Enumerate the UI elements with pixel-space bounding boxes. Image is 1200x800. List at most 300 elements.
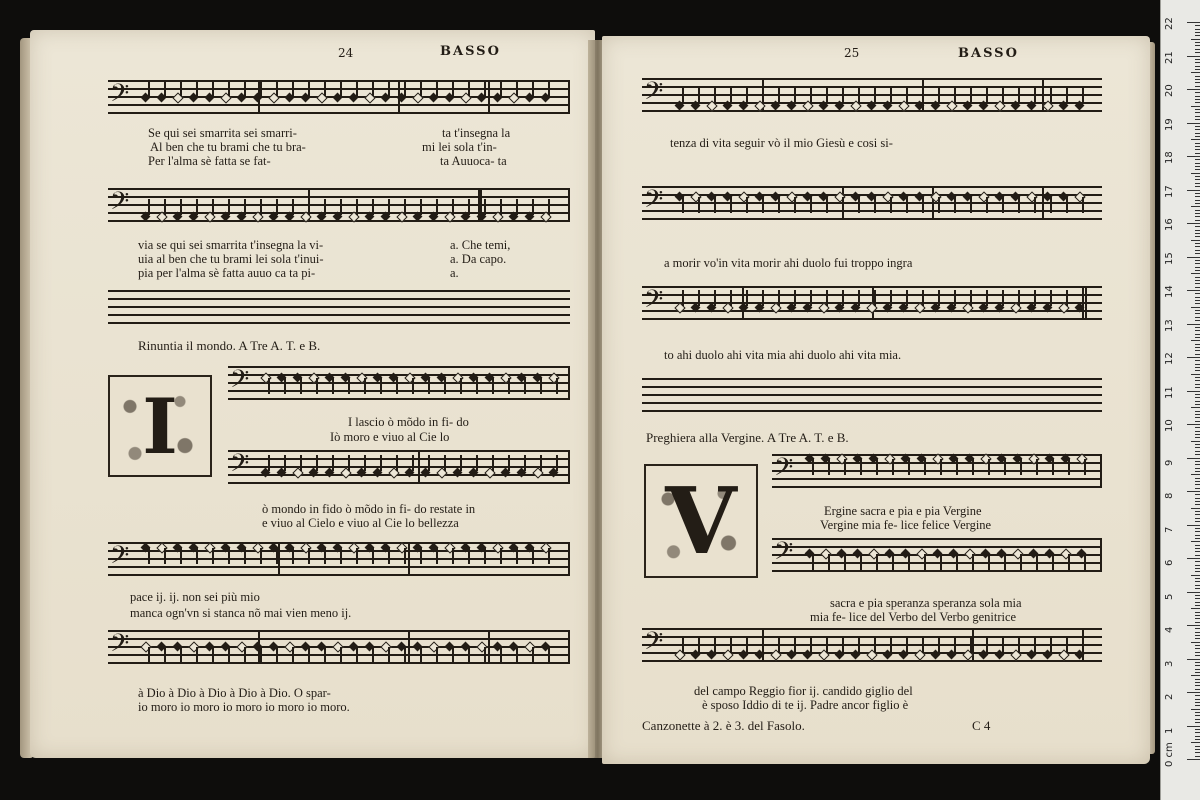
lyrics-line: tenza di vita seguir vò il mio Giesù e cosi si- <box>670 136 893 150</box>
lyrics-line: è sposo Iddio di te ij. Padre ancor figlio è <box>702 698 909 712</box>
ruler-tick <box>1191 742 1200 743</box>
ruler-label: 1 <box>1164 727 1175 734</box>
ruler-tick <box>1187 56 1200 57</box>
note-stem <box>1002 88 1004 104</box>
lyrics-line: Se qui sei smarrita sei smarri- <box>148 126 297 140</box>
ruler-tick <box>1195 213 1200 214</box>
ruler-tick <box>1187 190 1200 191</box>
note-stem <box>436 199 438 215</box>
note-stem <box>460 455 462 471</box>
note-stem <box>332 455 334 471</box>
page-number: 25 <box>844 46 860 60</box>
note-stem <box>940 459 942 475</box>
note-stem <box>356 647 358 663</box>
note-stem <box>858 88 860 104</box>
ruler-label: 3 <box>1164 660 1175 667</box>
ruler-tick <box>1187 223 1200 224</box>
note-stem <box>412 455 414 471</box>
note-stem <box>970 637 972 653</box>
ruler-tick <box>1195 565 1200 566</box>
note-stem <box>1066 197 1068 213</box>
note-stem <box>420 199 422 215</box>
open-book <box>20 30 1155 770</box>
note-stem <box>500 548 502 564</box>
ruler-tick <box>1195 354 1200 355</box>
note-stem <box>986 290 988 306</box>
music-note <box>914 649 925 660</box>
music-note <box>818 302 829 313</box>
note-stem <box>1052 554 1054 570</box>
ruler-tick <box>1191 173 1200 174</box>
note-stem <box>380 455 382 471</box>
music-note <box>444 542 455 553</box>
ruler-label: 7 <box>1164 526 1175 533</box>
music-note <box>932 453 943 464</box>
ruler-tick <box>1195 62 1200 63</box>
note-stem <box>1034 197 1036 213</box>
ruler-tick <box>1195 300 1200 301</box>
ruler-tick <box>1191 206 1200 207</box>
ruler-tick <box>1187 491 1200 492</box>
note-stem <box>890 637 892 653</box>
note-stem <box>548 548 550 564</box>
ruler-tick <box>1187 123 1200 124</box>
note-stem <box>316 455 318 471</box>
ruler-label: 2 <box>1164 693 1175 700</box>
ruler-label: 18 <box>1164 151 1175 164</box>
music-note <box>348 211 359 222</box>
ruler-tick <box>1195 602 1200 603</box>
ruler-tick <box>1195 287 1200 288</box>
music-staff <box>228 366 570 406</box>
note-stem <box>924 459 926 475</box>
note-stem <box>212 647 214 663</box>
note-stem <box>858 637 860 653</box>
music-note <box>252 542 263 553</box>
music-note <box>722 649 733 660</box>
ruler-tick <box>1195 498 1200 499</box>
note-stem <box>826 290 828 306</box>
ruler-tick <box>1195 347 1200 348</box>
note-stem <box>452 80 454 96</box>
ruler-tick <box>1187 357 1200 358</box>
lyrics-line: ta Auuoca- ta <box>440 154 507 168</box>
note-stem <box>180 80 182 96</box>
note-stem <box>148 80 150 96</box>
ruler-tick <box>1195 655 1200 656</box>
ruler-tick <box>1195 236 1200 237</box>
ruler-tick <box>1191 675 1200 676</box>
music-note <box>492 542 503 553</box>
note-stem <box>524 455 526 471</box>
note-stem <box>300 455 302 471</box>
ruler-tick <box>1195 595 1200 596</box>
music-note <box>356 372 367 383</box>
note-stem <box>842 88 844 104</box>
ruler-tick <box>1195 109 1200 110</box>
right-page <box>602 36 1150 764</box>
ruler-tick <box>1195 528 1200 529</box>
lyrics-line: a. Che temi, <box>450 238 511 252</box>
ruler-tick <box>1195 568 1200 569</box>
music-note <box>818 649 829 660</box>
note-stem <box>164 548 166 564</box>
note-stem <box>906 290 908 306</box>
ruler-tick <box>1195 545 1200 546</box>
note-stem <box>826 197 828 213</box>
ruler-tick <box>1195 635 1200 636</box>
note-stem <box>1002 290 1004 306</box>
note-stem <box>860 459 862 475</box>
ruler-tick <box>1195 186 1200 187</box>
music-staff <box>642 628 1102 668</box>
music-note <box>428 641 439 652</box>
music-note <box>404 372 415 383</box>
ruler-tick <box>1195 739 1200 740</box>
ruler-tick <box>1195 69 1200 70</box>
ruler-label: 6 <box>1164 559 1175 566</box>
initial-letter: V <box>665 467 737 575</box>
music-note <box>674 302 685 313</box>
music-note <box>1058 649 1069 660</box>
lyrics-line: Vergine mia fe- lice felice Vergine <box>820 518 992 532</box>
note-stem <box>180 199 182 215</box>
ruler-tick <box>1195 478 1200 479</box>
music-note <box>802 100 813 111</box>
note-stem <box>516 548 518 564</box>
ruler-tick <box>1191 407 1200 408</box>
ruler-tick <box>1195 672 1200 673</box>
note-stem <box>324 548 326 564</box>
ruler-tick <box>1195 377 1200 378</box>
note-stem <box>356 80 358 96</box>
note-stem <box>956 554 958 570</box>
ruler-label: 9 <box>1164 459 1175 466</box>
music-note <box>690 191 701 202</box>
ruler-tick <box>1195 183 1200 184</box>
note-stem <box>746 197 748 213</box>
ruler-tick <box>1195 42 1200 43</box>
music-note <box>284 641 295 652</box>
ruler-tick <box>1195 126 1200 127</box>
ruler-tick <box>1195 330 1200 331</box>
music-note <box>850 100 861 111</box>
note-stem <box>922 290 924 306</box>
note-stem <box>778 197 780 213</box>
music-note <box>252 211 263 222</box>
note-stem <box>388 80 390 96</box>
note-stem <box>340 647 342 663</box>
ruler-label: 14 <box>1164 285 1175 298</box>
note-stem <box>436 80 438 96</box>
note-stem <box>826 88 828 104</box>
note-stem <box>1068 554 1070 570</box>
note-stem <box>874 290 876 306</box>
note-stem <box>388 647 390 663</box>
ruler-tick <box>1195 246 1200 247</box>
note-stem <box>308 548 310 564</box>
note-stem <box>972 459 974 475</box>
ruler-tick <box>1195 756 1200 757</box>
lyrics-line: ta t'insegna la <box>442 126 511 140</box>
music-note <box>820 548 831 559</box>
music-note <box>980 453 991 464</box>
ruler-tick <box>1195 494 1200 495</box>
ruler-tick <box>1195 79 1200 80</box>
note-stem <box>938 637 940 653</box>
music-note <box>540 542 551 553</box>
lyrics-line: to ahi duolo ahi vita mia ahi duolo ahi vita mia. <box>664 348 902 362</box>
note-stem <box>906 637 908 653</box>
clef-icon: 𝄢 <box>774 537 794 572</box>
note-stem <box>1066 88 1068 104</box>
ruler-tick <box>1195 226 1200 227</box>
note-stem <box>938 88 940 104</box>
note-stem <box>268 455 270 471</box>
clef-icon: 𝄢 <box>110 629 130 664</box>
note-stem <box>892 554 894 570</box>
music-note <box>220 92 231 103</box>
music-note <box>770 649 781 660</box>
lyrics-line: pace ij. ij. non sei più mio <box>130 590 260 604</box>
lyrics-line: Per l'alma sè fatta se fat- <box>148 154 271 168</box>
note-stem <box>844 554 846 570</box>
ruler-tick <box>1195 699 1200 700</box>
music-note <box>548 372 559 383</box>
music-staff <box>642 186 1102 226</box>
note-stem <box>1034 637 1036 653</box>
ruler-tick <box>1195 230 1200 231</box>
note-stem <box>348 378 350 394</box>
ruler-tick <box>1195 652 1200 653</box>
ruler-tick <box>1191 340 1200 341</box>
note-stem <box>714 290 716 306</box>
ruler-tick <box>1195 203 1200 204</box>
note-stem <box>698 290 700 306</box>
lyrics-line: a. Da capo. <box>450 252 507 266</box>
note-stem <box>356 548 358 564</box>
note-stem <box>1034 290 1036 306</box>
note-stem <box>500 647 502 663</box>
note-stem <box>244 647 246 663</box>
music-note <box>674 649 685 660</box>
ruler-tick <box>1195 481 1200 482</box>
note-stem <box>500 80 502 96</box>
note-stem <box>906 88 908 104</box>
ruler-tick <box>1191 508 1200 509</box>
note-stem <box>364 455 366 471</box>
note-stem <box>540 378 542 394</box>
ruler-tick <box>1191 575 1200 576</box>
ruler-tick <box>1187 89 1200 90</box>
ruler-tick <box>1195 461 1200 462</box>
left-page <box>30 30 595 758</box>
ruler-tick <box>1195 76 1200 77</box>
ruler-tick <box>1191 374 1200 375</box>
note-stem <box>938 197 940 213</box>
note-stem <box>682 88 684 104</box>
music-note <box>300 542 311 553</box>
note-stem <box>460 378 462 394</box>
music-note <box>1012 548 1023 559</box>
ruler-tick <box>1187 726 1200 727</box>
note-stem <box>1020 459 1022 475</box>
note-stem <box>260 647 262 663</box>
note-stem <box>1002 637 1004 653</box>
ruler-tick <box>1195 179 1200 180</box>
lyrics-line: sacra e pia speranza speranza sola mia <box>830 596 1022 610</box>
ruler-tick <box>1195 193 1200 194</box>
note-stem <box>196 647 198 663</box>
note-stem <box>1066 290 1068 306</box>
ruler-label: 11 <box>1164 385 1175 399</box>
note-stem <box>428 378 430 394</box>
ruler-tick <box>1195 270 1200 271</box>
ruler-tick <box>1195 149 1200 150</box>
note-stem <box>372 647 374 663</box>
note-stem <box>396 455 398 471</box>
ruler-tick <box>1195 220 1200 221</box>
ruler-tick <box>1195 210 1200 211</box>
music-note <box>204 542 215 553</box>
note-stem <box>954 290 956 306</box>
note-stem <box>484 548 486 564</box>
note-stem <box>970 197 972 213</box>
ruler-tick <box>1195 176 1200 177</box>
ruler-tick <box>1195 102 1200 103</box>
note-stem <box>532 80 534 96</box>
note-stem <box>972 554 974 570</box>
ruler-tick <box>1195 243 1200 244</box>
ruler-tick <box>1195 129 1200 130</box>
ruler-tick <box>1191 608 1200 609</box>
note-stem <box>180 647 182 663</box>
note-stem <box>228 80 230 96</box>
ruler-tick <box>1187 324 1200 325</box>
ruler-tick <box>1195 695 1200 696</box>
note-stem <box>404 199 406 215</box>
lyrics-line: à Dio à Dio à Dio à Dio à Dio. O spar- <box>138 686 331 700</box>
ruler-tick <box>1195 233 1200 234</box>
note-stem <box>778 88 780 104</box>
ruler-tick <box>1195 253 1200 254</box>
music-note <box>236 641 247 652</box>
note-stem <box>1018 290 1020 306</box>
signature-mark: C 4 <box>972 718 991 733</box>
ruler-tick <box>1195 66 1200 67</box>
note-stem <box>842 637 844 653</box>
music-note <box>836 453 847 464</box>
note-stem <box>778 290 780 306</box>
ruler-tick <box>1187 290 1200 291</box>
ruler-tick <box>1191 307 1200 308</box>
music-note <box>396 542 407 553</box>
clef-icon: 𝄢 <box>644 185 664 220</box>
note-stem <box>212 80 214 96</box>
ruler-tick <box>1195 605 1200 606</box>
music-note <box>340 467 351 478</box>
note-stem <box>524 378 526 394</box>
note-stem <box>148 548 150 564</box>
lyrics-line: uia al ben che tu brami lei sola t'inui- <box>138 252 324 266</box>
clef-icon: 𝄢 <box>644 627 664 662</box>
ruler-tick <box>1191 709 1200 710</box>
ruler-tick <box>1195 99 1200 100</box>
ruler-tick <box>1195 146 1200 147</box>
note-stem <box>476 455 478 471</box>
ruler-tick <box>1195 384 1200 385</box>
music-note <box>722 302 733 313</box>
note-stem <box>452 199 454 215</box>
ruler-label: 8 <box>1164 492 1175 499</box>
note-stem <box>714 637 716 653</box>
ruler-tick <box>1195 143 1200 144</box>
ruler-tick <box>1195 746 1200 747</box>
ruler-tick <box>1187 692 1200 693</box>
note-stem <box>762 197 764 213</box>
note-stem <box>876 459 878 475</box>
note-stem <box>244 548 246 564</box>
music-staff <box>108 542 570 582</box>
clef-icon: 𝄢 <box>110 79 130 114</box>
note-stem <box>284 378 286 394</box>
ruler-tick <box>1195 29 1200 30</box>
ruler-label: 19 <box>1164 117 1175 131</box>
music-note <box>1074 191 1085 202</box>
ruler-tick <box>1195 277 1200 278</box>
ruler-tick <box>1195 521 1200 522</box>
music-note <box>964 548 975 559</box>
ruler-tick <box>1195 662 1200 663</box>
ruler-tick <box>1195 447 1200 448</box>
ruler-tick <box>1187 458 1200 459</box>
ruler-tick <box>1195 615 1200 616</box>
ruler-tick <box>1195 581 1200 582</box>
music-note <box>380 641 391 652</box>
ruler-tick <box>1195 588 1200 589</box>
ruler-tick <box>1195 263 1200 264</box>
note-stem <box>810 290 812 306</box>
note-stem <box>1050 197 1052 213</box>
music-note <box>786 191 797 202</box>
ruler-tick <box>1195 561 1200 562</box>
ruler-tick <box>1195 45 1200 46</box>
note-stem <box>492 455 494 471</box>
note-stem <box>516 80 518 96</box>
measuring-ruler <box>1160 0 1200 800</box>
ruler-tick <box>1195 471 1200 472</box>
initial-letter: I <box>142 381 178 471</box>
note-stem <box>1050 637 1052 653</box>
ruler-tick <box>1195 531 1200 532</box>
music-note <box>364 92 375 103</box>
note-stem <box>532 548 534 564</box>
music-staff <box>642 286 1102 326</box>
note-stem <box>444 455 446 471</box>
ruler-label: 15 <box>1164 251 1175 265</box>
ruler-tick <box>1187 424 1200 425</box>
music-note <box>770 302 781 313</box>
note-stem <box>468 548 470 564</box>
note-stem <box>746 290 748 306</box>
note-stem <box>698 88 700 104</box>
ruler-tick <box>1195 444 1200 445</box>
ruler-tick <box>1195 280 1200 281</box>
ruler-tick <box>1191 106 1200 107</box>
note-stem <box>484 199 486 215</box>
clef-icon: 𝄢 <box>774 453 794 488</box>
music-note <box>868 548 879 559</box>
